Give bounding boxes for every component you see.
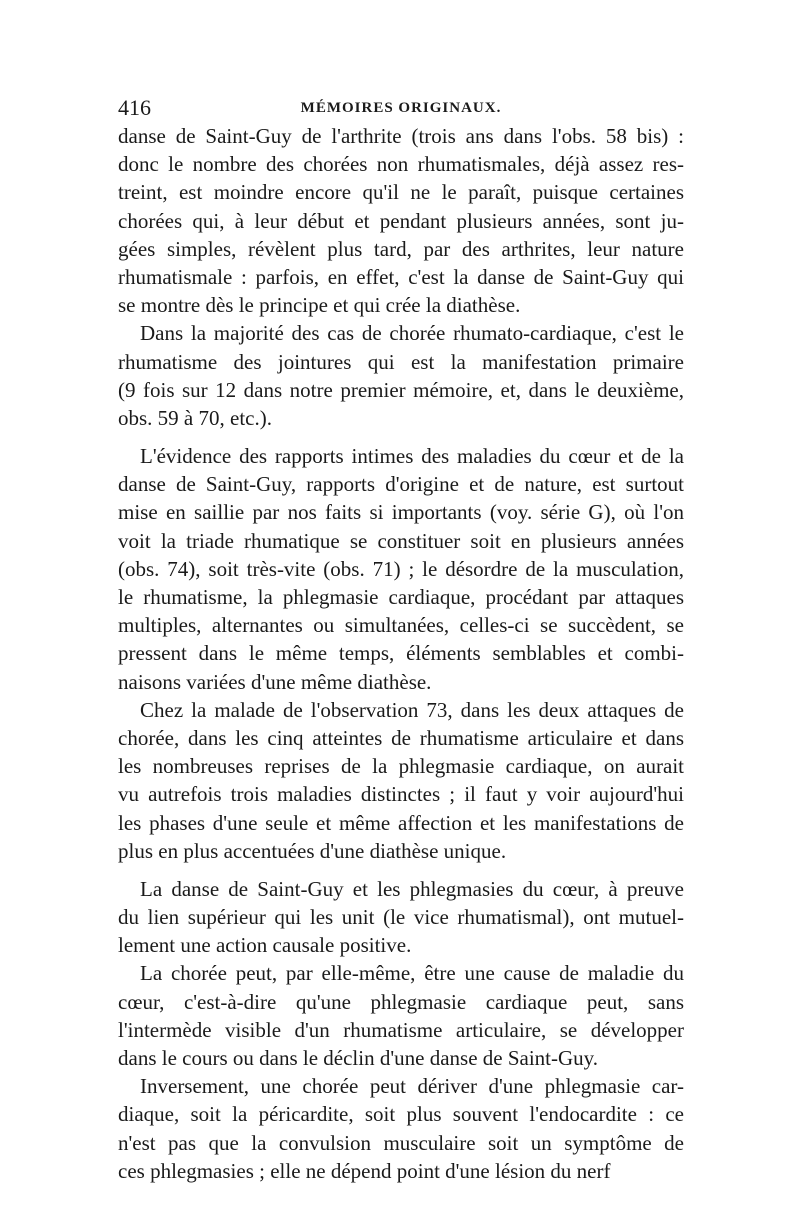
text-line: chorée, dans les cinq atteintes de rhumatisme articulaire et dans: [118, 725, 684, 750]
text-line: obs. 59 à 70, etc.).: [118, 405, 272, 430]
text-line: ces phlegmasies ; elle ne dépend point d'une lésion du nerf: [118, 1158, 611, 1183]
text-line: les nombreuses reprises de la phlegmasie cardiaque, on aurait: [118, 754, 684, 779]
paragraph-gap: [118, 865, 684, 875]
text-line: plus en plus accentuées d'une diathèse unique.: [118, 838, 507, 863]
text-line: Chez la malade de l'observation 73, dans les deux attaques de: [140, 697, 684, 722]
text-line: danse de Saint-Guy de l'arthrite (trois ans dans l'obs. 58 bis) :: [118, 124, 684, 148]
text-line: danse de Saint-Guy, rapports d'origine et de nature, est surtout: [118, 472, 684, 497]
text-line: multiples, alternantes ou simultanées, celles-ci se succèdent, se: [118, 613, 684, 638]
paragraph: [118, 319, 684, 432]
text-line: La chorée peut, par elle-même, être une cause de maladie du: [140, 961, 684, 986]
paragraph: [118, 1072, 684, 1185]
text-line: gées simples, révèlent plus tard, par des arthrites, leur nature: [118, 236, 684, 261]
text-line: l'intermède visible d'un rhumatisme articulaire, se développer: [118, 1017, 684, 1042]
paragraph-gap: [118, 432, 684, 442]
text-line: L'évidence des rapports intimes des maladies du cœur et de la: [140, 444, 684, 469]
text-line: treint, est moindre encore qu'il ne le paraît, puisque certaines: [118, 180, 684, 205]
text-line: rhumatismale : parfois, en effet, c'est la danse de Saint-Guy qui: [118, 264, 684, 289]
text-line: lement une action causale positive.: [118, 933, 412, 958]
text-line: pressent dans le même temps, éléments semblables et combi-: [118, 641, 684, 666]
paragraph: [118, 696, 684, 865]
running-head: MÉMOIRES ORIGINAUX.: [300, 100, 502, 116]
paragraph: [118, 442, 684, 696]
text-line: voit la triade rhumatique se constituer soit en plusieurs années: [118, 528, 684, 553]
page-number: 416: [118, 95, 151, 120]
text-line: chorées qui, à leur début et pendant plusieurs années, sont ju-: [118, 208, 684, 233]
paragraph: [118, 122, 684, 319]
text-line: se montre dès le principe et qui crée la diathèse.: [118, 293, 521, 318]
page-header: [118, 95, 684, 121]
text-line: mise en saillie par nos faits si importants (voy. série G), où l'on: [118, 500, 684, 525]
text-line: diaque, soit la péricardite, soit plus souvent l'endocardite : ce: [118, 1102, 684, 1127]
text-line: cœur, c'est-à-dire qu'une phlegmasie cardiaque peut, sans: [118, 989, 684, 1014]
text-line: dans le cours ou dans le déclin d'une danse de Saint-Guy.: [118, 1046, 599, 1070]
paragraph: [118, 875, 684, 960]
text-line: donc le nombre des chorées non rhumatismales, déjà assez res-: [118, 152, 684, 177]
text-line: le rhumatisme, la phlegmasie cardiaque, procédant par attaques: [118, 585, 684, 609]
text-line: naisons variées d'une même diathèse.: [118, 669, 432, 694]
text-line: La danse de Saint-Guy et les phlegmasies du cœur, à preuve: [140, 876, 684, 901]
text-line: n'est pas que la convulsion musculaire soit un symptôme de: [118, 1130, 684, 1155]
text-line: du lien supérieur qui les unit (le vice rhumatismal), ont mutuel-: [118, 905, 684, 930]
text-line: (obs. 74), soit très-vite (obs. 71) ; le désordre de la musculation,: [118, 556, 684, 581]
paragraph: [118, 959, 684, 1072]
text-line: Inversement, une chorée peut dériver d'une phlegmasie car-: [140, 1074, 684, 1099]
text-line: vu autrefois trois maladies distinctes ; il faut y voir aujourd'hui: [118, 782, 684, 807]
text-line: (9 fois sur 12 dans notre premier mémoire, et, dans le deuxième,: [118, 377, 684, 402]
text-line: les phases d'une seule et même affection et les manifestations de: [118, 810, 684, 835]
text-line: Dans la majorité des cas de chorée rhumato-cardiaque, c'est le: [140, 321, 684, 346]
text-line: rhumatisme des jointures qui est la manifestation primaire: [118, 349, 684, 374]
body-text: [118, 122, 684, 1185]
